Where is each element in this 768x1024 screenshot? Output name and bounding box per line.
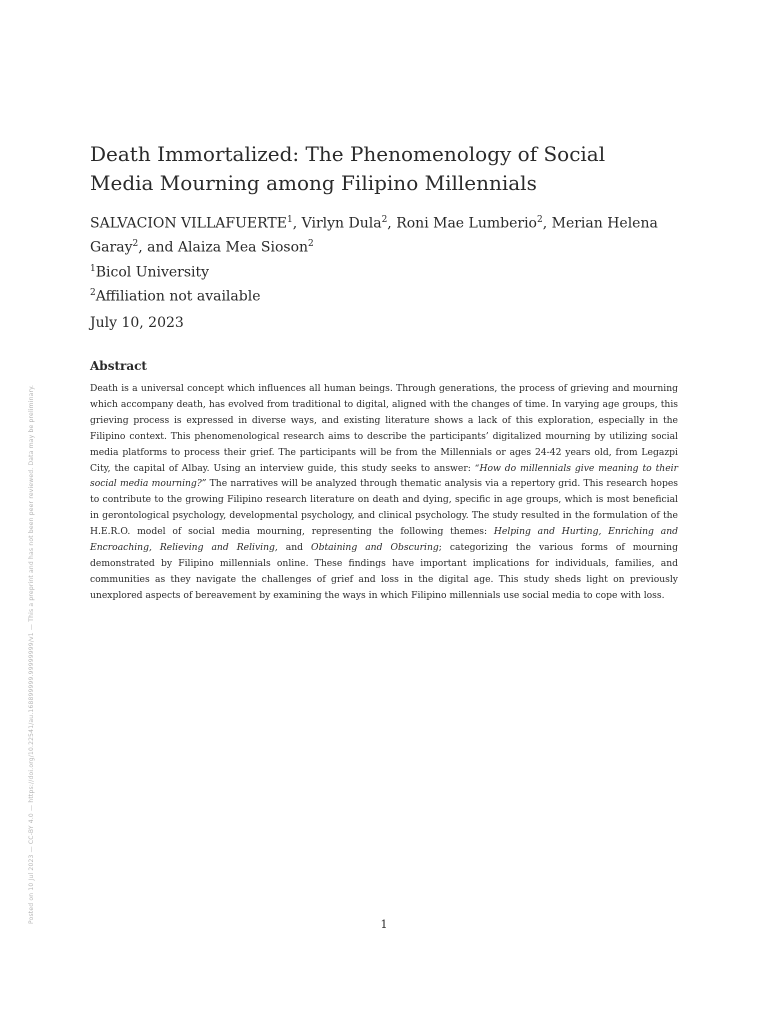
- abstract-segment: and: [277, 542, 312, 554]
- author-name: Merian Helena Garay: [90, 215, 658, 256]
- affiliation-line: [90, 259, 590, 283]
- author-affiliation-marker: 1: [286, 215, 293, 225]
- author-separator: ,: [542, 215, 552, 232]
- affiliation-line: [90, 283, 590, 307]
- author-name: SALVACION VILLAFUERTE: [90, 215, 287, 232]
- affiliation-name: Bicol University: [95, 264, 210, 281]
- preprint-side-stamp: Posted on 10 Jul 2023 — CC-BY 4.0 — https://doi.org/10.22541/au.168899999.99999999/v1 — This a preprint and has not been peer reviewed. Data may be preliminary.: [28, 384, 35, 924]
- author-separator: , and: [138, 239, 178, 256]
- author-list: [90, 210, 680, 257]
- affiliation-name: Affiliation not available: [95, 288, 261, 305]
- author-separator: ,: [292, 215, 302, 232]
- abstract-segment: ; categorizing the various forms of mourning demonstrated by Filipino millennials online. These findings have important implications for individuals, families, and communities as they navigate the challenges of grief and loss in the digital age. This study sheds light on previously unexplored aspects of bereavement by examining the ways in which Filipino millennials use social media to cope with loss.: [90, 542, 678, 601]
- affiliation-list: [90, 259, 590, 306]
- affiliation-number: 1: [90, 264, 96, 274]
- author-name: Virlyn Dula: [301, 215, 382, 232]
- author-name: Roni Mae Lumberio: [396, 215, 537, 232]
- page-number: 1: [380, 918, 388, 931]
- abstract-segment: Death is a universal concept which influences all human beings. Through generations, the process of grieving and mourning which accompany death, has evolved from traditional to digital, aligned with the changes of time. In varying age groups, this grieving process is expressed in diverse ways, and existing literature shows a lack of this exploration, especially in the Filipino context. This phenomenological research aims to describe the participants’ digitalized mourning by utilizing social media platforms to process their grief. The participants will be from the Millennials or ages 24-42 years old, from Legazpi City, the capital of Albay. Using an interview guide, this study seeks to answer:: [90, 383, 678, 474]
- paper-title: Death Immortalized: The Phenomenology of Social Media Mourning among Filipino Millennials: [90, 142, 606, 195]
- affiliation-number: 2: [90, 287, 96, 298]
- author-affiliation-marker: 2: [381, 215, 388, 225]
- author-affiliation-marker: 2: [536, 215, 543, 225]
- abstract-emphasis: Obtaining and Obscuring: [311, 542, 439, 554]
- abstract-emphasis: Helping and Hurting, Enriching and Encroaching, Relieving and Reliving,: [90, 526, 678, 554]
- author-separator: ,: [387, 215, 397, 232]
- abstract-segment: The narratives will be analyzed through thematic analysis via a repertory grid. This research hopes to contribute to the growing Filipino research literature on death and dying, specific in age groups, which is most beneficial in gerontological psychology, developmental psychology, and clinical psychology. The study resulted in the formulation of the H.E.R.O. model of social media mourning, representing the following themes:: [90, 478, 678, 538]
- author-affiliation-marker: 2: [308, 238, 314, 249]
- publication-date: July 10, 2023: [90, 315, 184, 331]
- author-affiliation-marker: 2: [132, 238, 139, 249]
- abstract-text: [90, 381, 678, 604]
- author-name: Alaiza Mea Sioson: [177, 239, 309, 256]
- abstract-heading: Abstract: [90, 359, 147, 373]
- abstract-emphasis: “How do millennials give meaning to their social media mourning?”: [90, 462, 678, 490]
